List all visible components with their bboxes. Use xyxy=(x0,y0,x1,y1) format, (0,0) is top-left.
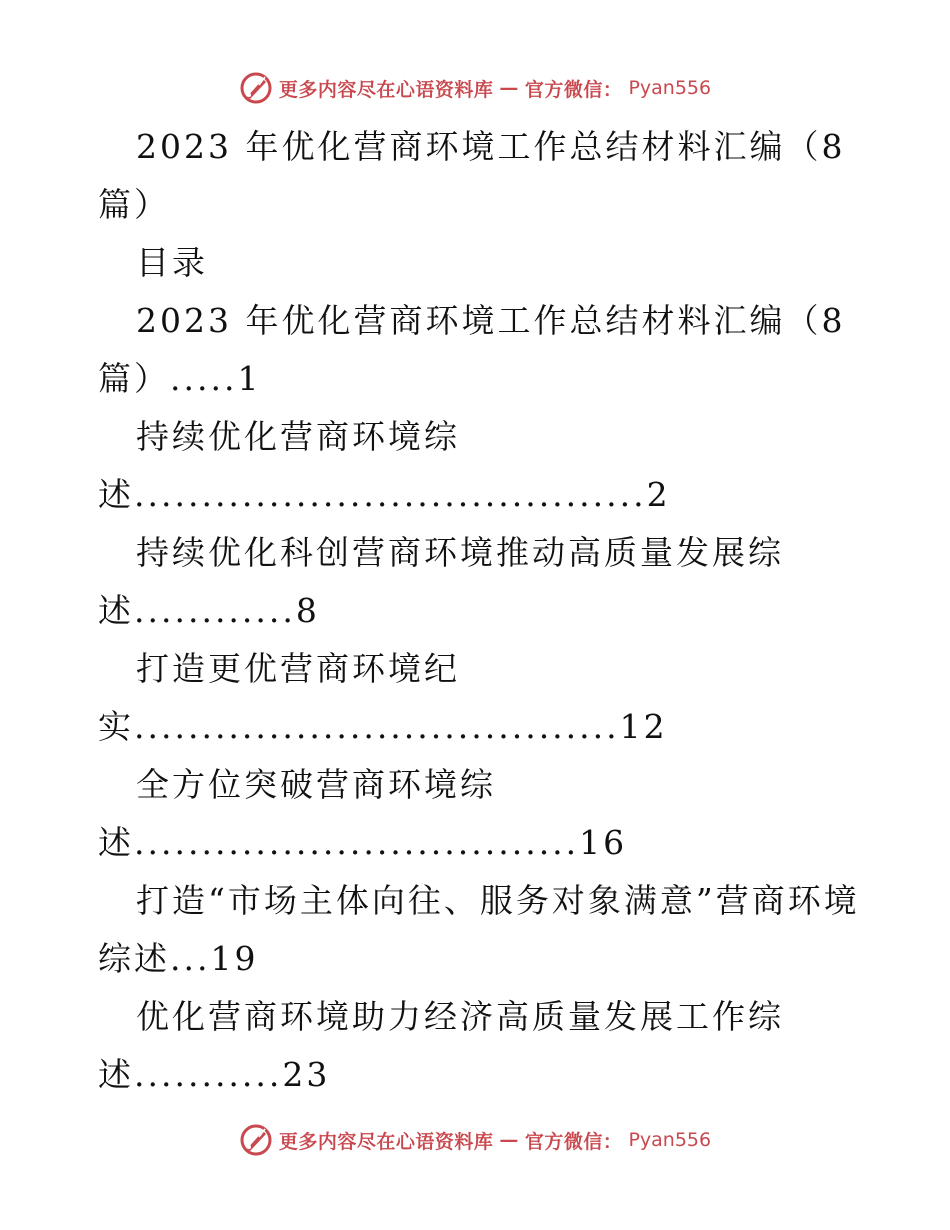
toc-entry-7-line2[interactable]: 述...........23 xyxy=(98,1055,331,1094)
banner-wechat-label: 官方微信： xyxy=(524,78,623,101)
quill-logo-icon xyxy=(239,1123,273,1157)
banner-wechat-id: Pyan556 xyxy=(628,77,712,99)
toc-entry-2-line2[interactable]: 述......................................2 xyxy=(98,475,671,514)
banner-wechat-label: 官方微信： xyxy=(524,1130,623,1153)
footer-banner xyxy=(0,1118,950,1162)
toc-entry-7-line1[interactable]: 优化营商环境助力经济高质量发展工作综 xyxy=(136,997,784,1036)
toc-entry-5-line1[interactable]: 全方位突破营商环境综 xyxy=(136,765,496,804)
toc-heading: 目录 xyxy=(136,243,208,282)
toc-entry-4-line1[interactable]: 打造更优营商环境纪 xyxy=(136,649,460,688)
banner-dash: — xyxy=(499,77,519,99)
toc-entry-1-line1[interactable]: 2023 年优化营商环境工作总结材料汇编（8 xyxy=(136,301,846,340)
toc-entry-6-line2[interactable]: 综述...19 xyxy=(98,939,259,978)
toc-entry-2-line1[interactable]: 持续优化营商环境综 xyxy=(136,417,460,456)
toc-entry-3-line1[interactable]: 持续优化科创营商环境推动高质量发展综 xyxy=(136,533,784,572)
header-banner xyxy=(0,66,950,110)
banner-dash: — xyxy=(499,1129,519,1151)
toc-entry-4-line2[interactable]: 实....................................12 xyxy=(98,707,668,746)
document-title-line1: 2023 年优化营商环境工作总结材料汇编（8 xyxy=(136,127,846,166)
toc-entry-5-line2[interactable]: 述.................................16 xyxy=(98,823,628,862)
banner-text: 更多内容尽在心语资料库 xyxy=(278,78,494,101)
toc-entry-3-line2[interactable]: 述............8 xyxy=(98,591,320,630)
toc-entry-6-line1[interactable]: 打造“市场主体向往、服务对象满意”营商环境 xyxy=(136,881,860,920)
banner-wechat-id: Pyan556 xyxy=(628,1129,712,1151)
quill-logo-icon xyxy=(239,71,273,105)
toc-entry-1-line2[interactable]: 篇）.....1 xyxy=(98,359,262,398)
document-title-line2: 篇） xyxy=(98,185,170,224)
banner-text: 更多内容尽在心语资料库 xyxy=(278,1130,494,1153)
